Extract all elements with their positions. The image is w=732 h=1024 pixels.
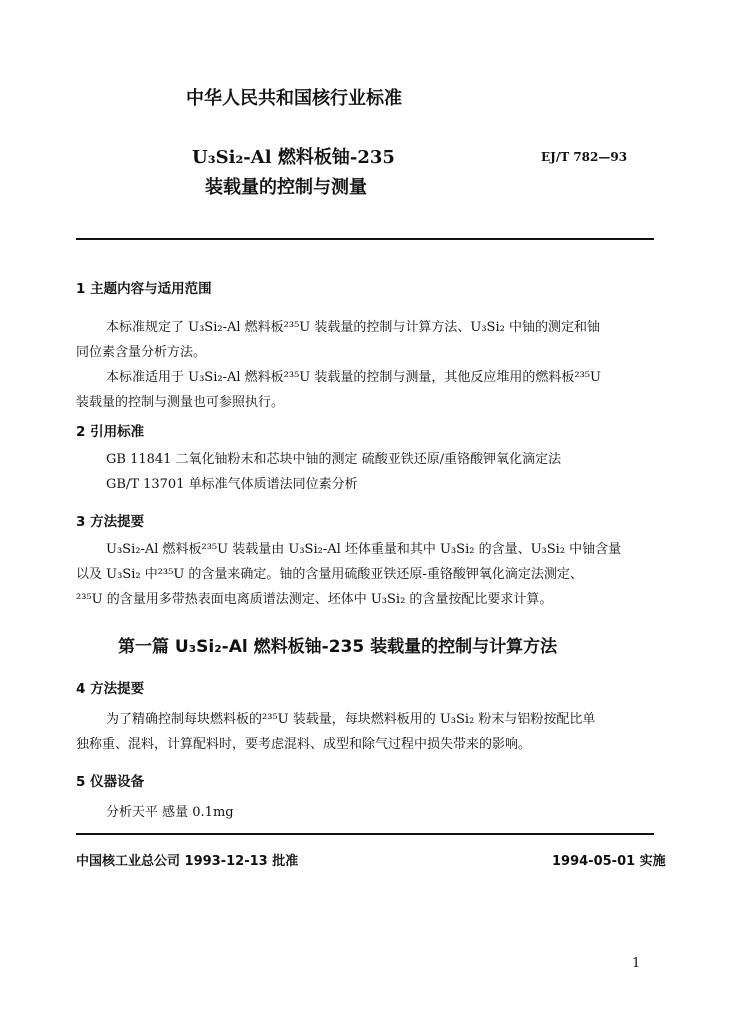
header-rule — [76, 238, 654, 240]
section-3-line3: ²³⁵U 的含量用多带热表面电离质谱法测定、坯体中 U₃Si₂ 的含量按配比要求计算。 — [76, 592, 553, 607]
section-4-heading: 4 方法提要 — [76, 681, 145, 697]
reference-gb-11841: GB 11841 二氧化铀粉末和芯块中铀的测定 硫酸亚铁还原/重铬酸钾氧化滴定法 — [106, 452, 562, 467]
section-5-body — [106, 800, 666, 825]
section-4-paragraph — [76, 707, 666, 757]
section-3-line2: 以及 U₃Si₂ 中²³⁵U 的含量来确定。铀的含量用硫酸亚铁还原-重铬酸钾氧化滴定法测定、 — [76, 567, 583, 582]
section-1-p1-line2: 同位素含量分析方法。 — [76, 345, 207, 360]
section-3-paragraph — [76, 537, 666, 612]
section-1-p2-line1: 本标准适用于 U₃Si₂-Al 燃料板²³⁵U 装载量的控制与测量，其他反应堆用的燃料板²³⁵U — [106, 370, 601, 385]
section-1-p2-line2: 装载量的控制与测量也可参照执行。 — [76, 395, 285, 410]
section-4-line1: 为了精确控制每块燃料板的²³⁵U 装载量，每块燃料板用的 U₃Si₂ 粉末与铝粉按配比单 — [106, 712, 596, 727]
document-title-line1: U₃Si₂-Al 燃料板铀-235 — [192, 147, 395, 168]
section-5-line1: 分析天平 感量 0.1mg — [106, 805, 234, 820]
part-1-title: 第一篇 U₃Si₂-Al 燃料板铀-235 装载量的控制与计算方法 — [118, 637, 558, 657]
section-1-p1-line1: 本标准规定了 U₃Si₂-Al 燃料板²³⁵U 装载量的控制与计算方法、U₃Si₂ 中铀的测定和铀 — [106, 320, 600, 335]
section-1-heading: 1 主题内容与适用范围 — [76, 281, 212, 297]
section-2-heading: 2 引用标准 — [76, 424, 145, 440]
section-3-line1: U₃Si₂-Al 燃料板²³⁵U 装载量由 U₃Si₂-Al 坯体重量和其中 U₃Si₂ 的含量、U₃Si₂ 中铀含量 — [106, 542, 622, 557]
effective-date: 1994-05-01 实施 — [552, 854, 666, 869]
page-number: 1 — [632, 956, 641, 971]
approval-date: 中国核工业总公司 1993-12-13 批准 — [76, 854, 299, 869]
section-1-paragraph — [76, 315, 666, 415]
document-title-line2: 装载量的控制与测量 — [205, 177, 367, 198]
standard-number: EJ/T 782—93 — [541, 150, 628, 164]
section-2-references — [106, 447, 666, 497]
section-3-heading: 3 方法提要 — [76, 514, 145, 530]
org-title: 中华人民共和国核行业标准 — [186, 88, 402, 109]
section-5-heading: 5 仪器设备 — [76, 774, 145, 790]
section-4-line2: 独称重、混料，计算配料时，要考虑混料、成型和除气过程中损失带来的影响。 — [76, 737, 532, 752]
reference-gbt-13701: GB/T 13701 单标准气体质谱法同位素分析 — [106, 477, 358, 492]
footer-rule — [76, 833, 654, 835]
